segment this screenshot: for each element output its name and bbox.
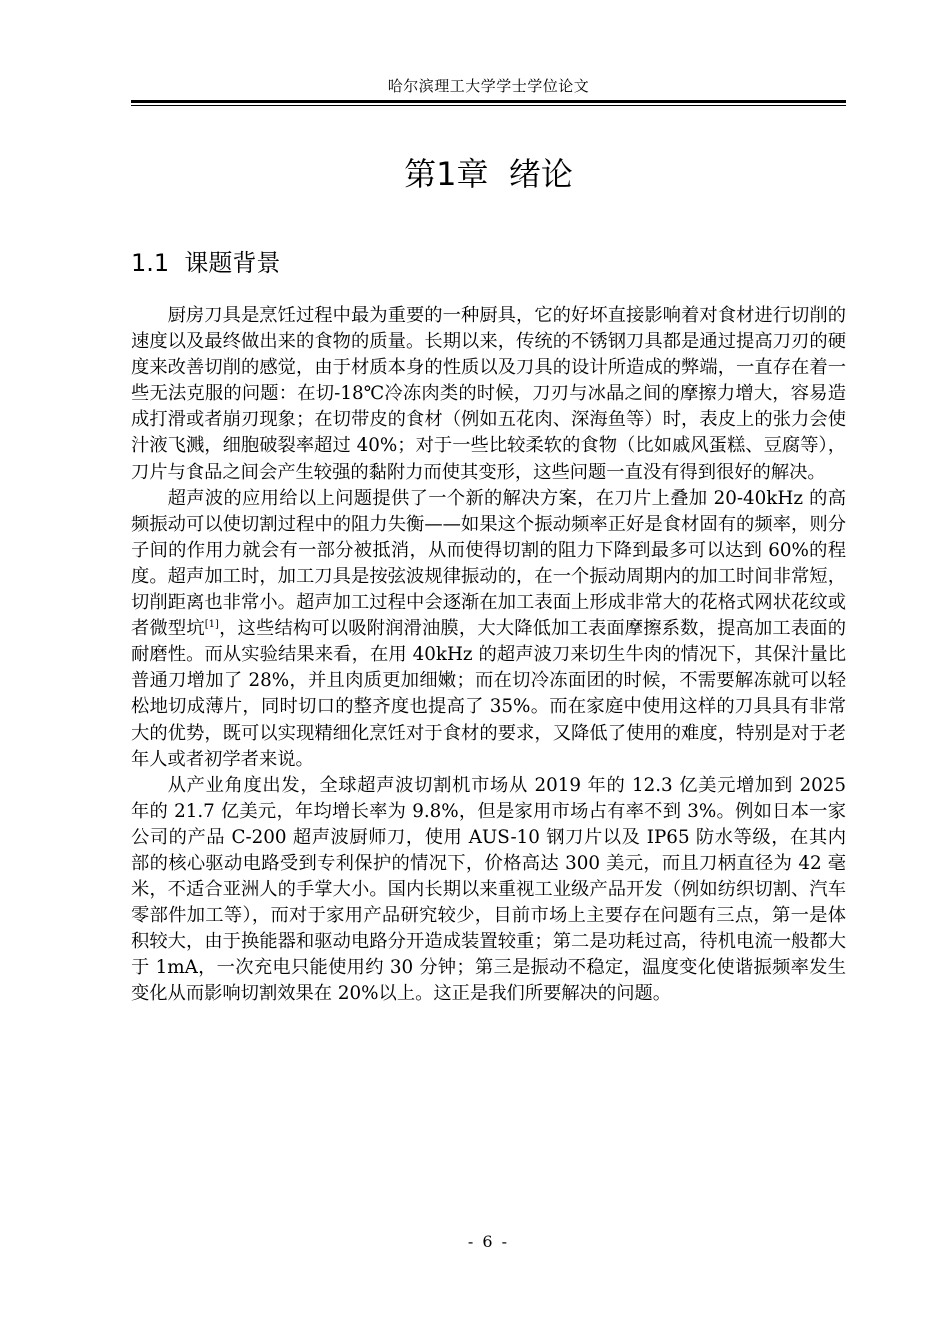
citation-ref: [1] <box>204 619 219 631</box>
body-text <box>131 303 846 1008</box>
running-header: 哈尔滨理工大学学士学位论文 <box>387 77 590 95</box>
section-title: 1.1 课题背景 <box>131 249 281 277</box>
page-number: - 6 - <box>467 1232 510 1251</box>
header-rule-thick <box>131 100 846 103</box>
header-rule-thin <box>131 105 846 106</box>
chapter-title: 第1章 绪论 <box>404 155 573 193</box>
paragraph-2-part-2: ，这些结构可以吸附润滑油膜，大大降低加工表面摩擦系数，提高加工表面的耐磨性。而从实验结果来看，在用 40kHz 的超声波刀来切生牛肉的情况下，其保汁量比普通刀增加了 28%，并且肉质更加细嫩；而在切冷冻面团的时候，不需要解冻就可以轻松地切成薄片，同时切口的整齐度也提高了 35%。而在家庭中使用这样的刀具具有非常大的优势，既可以实现精细化烹饪对于食材的要求，又降低了使用的难度，特别是对于老年人或者初学者来说。 <box>131 618 847 770</box>
paragraph-1: 厨房刀具是烹饪过程中最为重要的一种厨具，它的好坏直接影响着对食材进行切削的速度以及最终做出来的食物的质量。长期以来，传统的不锈钢刀具都是通过提高刀刃的硬度来改善切削的感觉，由于材质本身的性质以及刀具的设计所造成的弊端，一直存在着一些无法克服的问题：在切-18℃冷冻肉类的时候，刀刃与冰晶之间的摩擦力增大，容易造成打滑或者崩刃现象；在切带皮的食材（例如五花肉、深海鱼等）时，表皮上的张力会使汁液飞溅，细胞破裂率超过 40%；对于一些比较柔软的食物（比如戚风蛋糕、豆腐等），刀片与食品之间会产生较强的黏附力而使其变形，这些问题一直没有得到很好的解决。 <box>131 305 846 483</box>
paragraph-2 <box>131 486 846 773</box>
paragraph-3: 从产业角度出发，全球超声波切割机市场从 2019 年的 12.3 亿美元增加到 2025 年的 21.7 亿美元，年均增长率为 9.8%，但是家用市场占有率不到 3%。例如日本一家公司的产品 C-200 超声波厨师刀，使用 AUS-10 钢刀片以及 IP65 防水等级，在其内部的核心驱动电路受到专利保护的情况下，价格高达 300 美元，而且刀柄直径为 42 毫米，不适合亚洲人的手掌大小。国内长期以来重视工业级产品开发（例如纺织切割、汽车零部件加工等），而对于家用产品研究较少，目前市场上主要存在问题有三点，第一是体积较大，由于换能器和驱动电路分开造成装置较重；第二是功耗过高，待机电流一般都大于 1mA，一次充电只能使用约 30 分钟；第三是振动不稳定，温度变化使谐振频率发生变化从而影响切割效果在 20%以上。这正是我们所要解决的问题。 <box>131 774 846 1005</box>
paragraph-2-part-1: 超声波的应用给以上问题提供了一个新的解决方案，在刀片上叠加 20-40kHz 的高频振动可以使切割过程中的阻力失衡——如果这个振动频率正好是食材固有的频率，则分子间的作用力就会有一部分被抵消，从而使得切割的阻力下降到最多可以达到 60%的程度。超声加工时，加工刀具是按弦波规律振动的，在一个振动周期内的加工时间非常短，切削距离也非常小。超声加工过程中会逐渐在加工表面上形成非常大的花格式网状花纹或者微型坑 <box>131 487 846 640</box>
